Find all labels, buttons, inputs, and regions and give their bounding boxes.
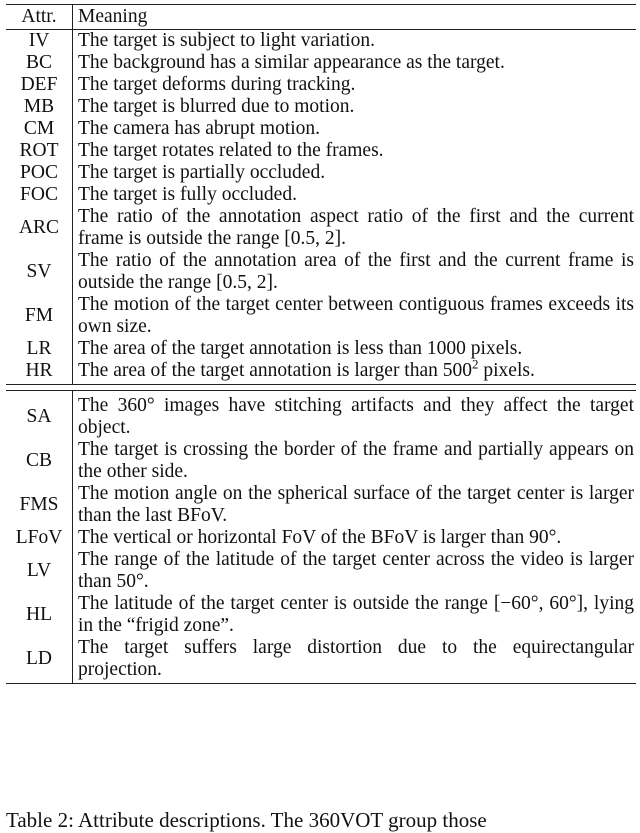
attr-cell: HR	[6, 360, 73, 385]
meaning-cell: The target is partially occluded.	[78, 162, 326, 183]
table-row	[6, 338, 636, 360]
attr-cell: FOC	[6, 184, 73, 206]
attr-cell: CB	[6, 439, 73, 483]
meaning-cell: The target suffers large distortion due to the equirectangular projection.	[73, 637, 637, 684]
attr-cell: LD	[6, 637, 73, 684]
attr-cell: FM	[6, 294, 73, 338]
meaning-cell: The target deforms during tracking.	[78, 74, 356, 95]
table-row	[6, 360, 636, 385]
table-row	[6, 294, 636, 338]
attr-cell: ARC	[6, 206, 73, 250]
meaning-cell: The camera has abrupt motion.	[78, 118, 321, 139]
table-row	[6, 140, 636, 162]
meaning-text-suffix: pixels.	[478, 360, 535, 381]
table-row	[6, 74, 636, 96]
meaning-cell: The 360° images have stitching artifacts and they affect the target object.	[73, 391, 637, 440]
meaning-cell: The motion angle on the spherical surface of the target center is larger than the last BFoV.	[78, 483, 634, 526]
attr-cell: MB	[6, 96, 73, 118]
meaning-cell: The target is fully occluded.	[78, 184, 297, 205]
table-row	[6, 439, 636, 483]
meaning-cell: The vertical or horizontal FoV of the BFoV is larger than 90°.	[78, 527, 562, 548]
attr-cell: ROT	[6, 140, 73, 162]
meaning-cell: The area of the target annotation is less than 1000 pixels.	[78, 338, 523, 359]
meaning-cell: The target is crossing the border of the frame and partially appears on the other side.	[78, 439, 634, 482]
meaning-cell	[73, 356, 637, 385]
meaning-cell: The target is blurred due to motion.	[78, 96, 355, 117]
table-row	[6, 637, 636, 684]
attr-cell: LV	[6, 549, 73, 593]
table-row	[6, 483, 636, 527]
attr-cell: IV	[6, 30, 73, 53]
attr-cell: DEF	[6, 74, 73, 96]
table-row	[6, 250, 636, 294]
meaning-cell: The target is subject to light variation.	[78, 30, 375, 51]
attr-cell: FMS	[6, 483, 73, 527]
attr-cell: POC	[6, 162, 73, 184]
meaning-cell: The ratio of the annotation area of the first and the current frame is outside the range [0.5, 2].	[78, 250, 634, 293]
table-caption: Table 2: Attribute descriptions. The 360VOT group those	[6, 808, 487, 832]
table-row	[6, 118, 636, 140]
attr-cell: LFoV	[6, 527, 73, 549]
table-header-row	[6, 5, 636, 30]
meaning-text: The area of the target annotation is larger than 500	[78, 360, 473, 381]
header-meaning: Meaning	[73, 5, 637, 30]
table-row	[6, 52, 636, 74]
attr-cell: SV	[6, 250, 73, 294]
meaning-cell: The target rotates related to the frames.	[78, 140, 384, 161]
meaning-cell: The range of the latitude of the target center across the video is larger than 50°.	[78, 549, 634, 592]
attr-cell: HL	[6, 593, 73, 637]
attr-cell: LR	[6, 338, 73, 360]
table-row	[6, 162, 636, 184]
table-row	[6, 549, 636, 593]
table-row	[6, 96, 636, 118]
meaning-cell: The motion of the target center between contiguous frames exceeds its own size.	[78, 294, 634, 337]
attr-cell: SA	[6, 391, 73, 440]
table-row	[6, 527, 636, 549]
meaning-cell: The latitude of the target center is outside the range [−60°, 60°], lying in the “frigid zone”.	[78, 593, 634, 636]
table-row	[6, 206, 636, 250]
meaning-cell: The ratio of the annotation aspect ratio of the first and the current frame is outside the range [0.5, 2].	[78, 206, 634, 249]
attribute-table	[6, 4, 636, 684]
meaning-cell: The background has a similar appearance as the target.	[78, 52, 505, 73]
table-row	[6, 30, 636, 53]
attr-cell: BC	[6, 52, 73, 74]
table-row	[6, 391, 636, 440]
table-row	[6, 184, 636, 206]
header-attr: Attr.	[6, 5, 73, 30]
table-row	[6, 593, 636, 637]
attr-cell: CM	[6, 118, 73, 140]
superscript-exponent: 2	[472, 356, 479, 372]
